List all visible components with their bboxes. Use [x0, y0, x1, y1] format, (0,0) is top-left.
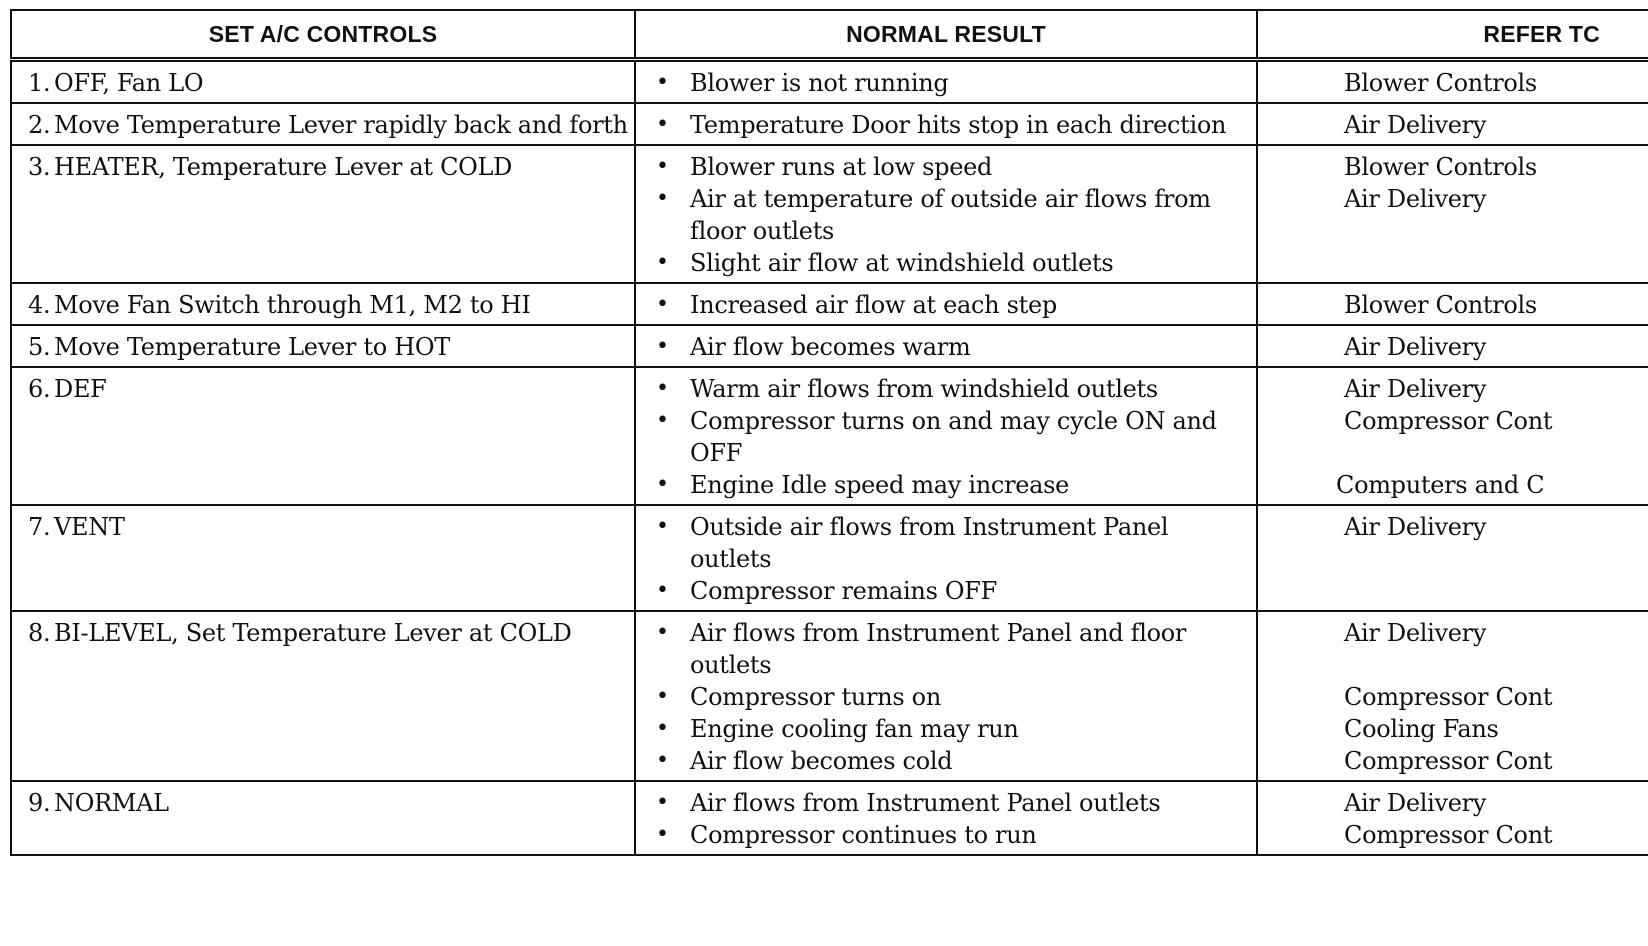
result-cell: [635, 611, 1257, 781]
control-cell: [11, 367, 635, 505]
control-text: HEATER, Temperature Lever at COLD: [54, 153, 513, 181]
result-cell: [635, 103, 1257, 145]
table-row: [11, 611, 1648, 781]
refer-item: Cooling Fans: [1344, 715, 1499, 743]
refer-cell: [1257, 283, 1648, 325]
refer-item: Air Delivery: [1344, 111, 1487, 139]
result-cell: [635, 781, 1257, 855]
control-cell: [11, 611, 635, 781]
ac-controls-table: [10, 9, 1648, 856]
result-item: • Compressor turns on and may cycle ON and OFF: [644, 405, 1250, 469]
result-item: • Warm air flows from windshield outlets: [644, 373, 1250, 405]
result-item: • Compressor turns on: [644, 681, 1250, 713]
result-cell: [635, 367, 1257, 505]
result-item: • Engine Idle speed may increase: [644, 469, 1250, 501]
control-text: BI-LEVEL, Set Temperature Lever at COLD: [54, 619, 572, 647]
step-number: 2.: [28, 111, 51, 139]
refer-item: Air Delivery: [1344, 333, 1487, 361]
table-header-row: [11, 10, 1648, 60]
result-cell: [635, 283, 1257, 325]
control-text: VENT: [54, 513, 125, 541]
control-text: OFF, Fan LO: [54, 69, 204, 97]
table-row: [11, 103, 1648, 145]
header-refer-to: [1257, 10, 1648, 60]
step-number: 9.: [28, 789, 51, 817]
refer-cell: [1257, 611, 1648, 781]
refer-item: Air Delivery: [1344, 185, 1487, 213]
result-item: • Air flows from Instrument Panel and floor outlets: [644, 617, 1250, 681]
header-set-ac-controls: SET A/C CONTROLS: [11, 10, 635, 60]
table-row: [11, 325, 1648, 367]
result-item: • Air flows from Instrument Panel outlets: [644, 787, 1250, 819]
refer-item: Air Delivery: [1344, 789, 1487, 817]
refer-cell: [1257, 325, 1648, 367]
control-cell: [11, 283, 635, 325]
refer-item: Compressor Cont: [1344, 683, 1553, 711]
control-text: Move Temperature Lever to HOT: [54, 333, 450, 361]
refer-item: Air Delivery: [1344, 513, 1487, 541]
step-number: 3.: [28, 153, 51, 181]
step-number: 5.: [28, 333, 51, 361]
result-item: • Outside air flows from Instrument Panel outlets: [644, 511, 1250, 575]
refer-cell: [1257, 60, 1648, 104]
result-cell: [635, 145, 1257, 283]
refer-item: Compressor Cont: [1344, 821, 1553, 849]
refer-cell: [1257, 781, 1648, 855]
control-text: Move Fan Switch through M1, M2 to HI: [54, 291, 531, 319]
result-item: • Air flow becomes warm: [644, 331, 1250, 363]
control-cell: [11, 103, 635, 145]
refer-item: Computers and C: [1336, 471, 1545, 499]
refer-spacer: [1344, 437, 1648, 469]
header-refer-to-label: REFER TC: [1483, 20, 1600, 47]
refer-item: Air Delivery: [1344, 619, 1487, 647]
refer-cell: [1257, 505, 1648, 611]
result-item: • Slight air flow at windshield outlets: [644, 247, 1250, 279]
ac-test-table-sheet: [10, 9, 1648, 894]
result-item: • Air at temperature of outside air flows from floor outlets: [644, 183, 1250, 247]
refer-cell: [1257, 145, 1648, 283]
refer-item: Compressor Cont: [1344, 407, 1553, 435]
table-row: [11, 60, 1648, 104]
step-number: 6.: [28, 375, 51, 403]
step-number: 4.: [28, 291, 51, 319]
header-normal-result: NORMAL RESULT: [635, 10, 1257, 60]
result-item: • Air flow becomes cold: [644, 745, 1250, 777]
table-row: [11, 367, 1648, 505]
refer-cell: [1257, 103, 1648, 145]
refer-item: Blower Controls: [1344, 291, 1537, 319]
result-cell: [635, 60, 1257, 104]
refer-item: Compressor Cont: [1344, 747, 1553, 775]
table-row: [11, 145, 1648, 283]
control-text: NORMAL: [54, 789, 169, 817]
refer-spacer: [1344, 649, 1648, 681]
control-cell: [11, 781, 635, 855]
refer-item: Blower Controls: [1344, 153, 1537, 181]
result-item: • Blower runs at low speed: [644, 151, 1250, 183]
table-row: [11, 505, 1648, 611]
table-row: [11, 283, 1648, 325]
step-number: 1.: [28, 69, 51, 97]
result-item: • Blower is not running: [644, 67, 1250, 99]
control-text: Move Temperature Lever rapidly back and forth: [54, 111, 628, 139]
refer-cell: [1257, 367, 1648, 505]
result-item: • Increased air flow at each step: [644, 289, 1250, 321]
result-item: • Compressor remains OFF: [644, 575, 1250, 607]
step-number: 8.: [28, 619, 51, 647]
result-cell: [635, 505, 1257, 611]
table-row: [11, 781, 1648, 855]
control-cell: [11, 325, 635, 367]
result-item: • Temperature Door hits stop in each direction: [644, 109, 1250, 141]
result-cell: [635, 325, 1257, 367]
control-text: DEF: [54, 375, 107, 403]
step-number: 7.: [28, 513, 51, 541]
control-cell: [11, 505, 635, 611]
refer-item: Blower Controls: [1344, 69, 1537, 97]
result-item: • Compressor continues to run: [644, 819, 1250, 851]
refer-item: Air Delivery: [1344, 375, 1487, 403]
control-cell: [11, 60, 635, 104]
result-item: • Engine cooling fan may run: [644, 713, 1250, 745]
control-cell: [11, 145, 635, 283]
